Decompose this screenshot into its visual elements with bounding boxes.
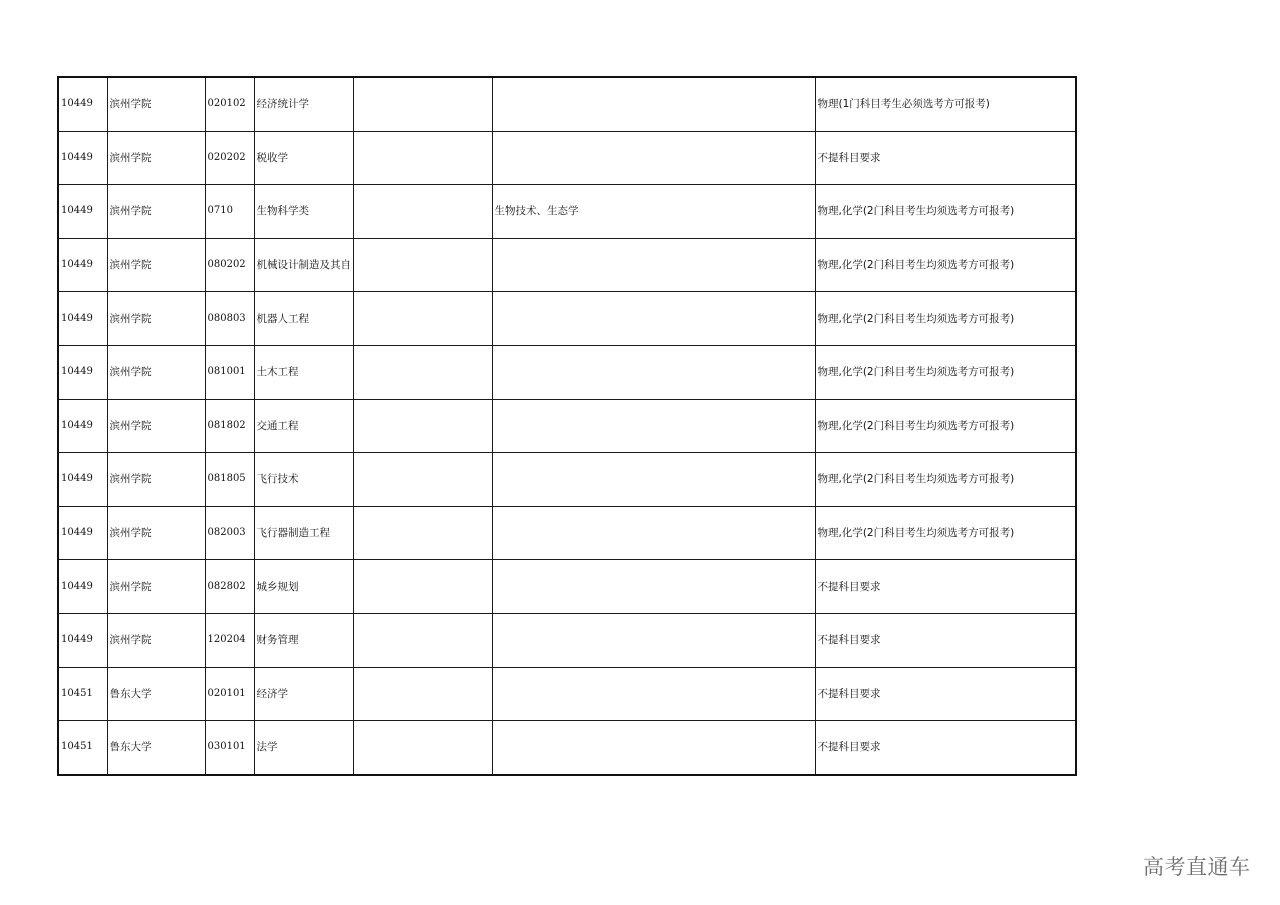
major-name-cell: 飞行技术 (254, 453, 353, 507)
school-name-cell: 滨州学院 (107, 131, 205, 185)
major-code-cell: 081805 (205, 453, 254, 507)
major-code-cell: 081001 (205, 345, 254, 399)
included-majors-cell (492, 292, 815, 346)
included-majors-cell (492, 399, 815, 453)
subject-requirement-cell: 物理,化学(2门科目考生均须选考方可报考) (815, 453, 1076, 507)
school-name-cell: 滨州学院 (107, 185, 205, 239)
major-code-cell: 080202 (205, 238, 254, 292)
blank-cell (353, 131, 492, 185)
subject-requirement-cell: 不提科目要求 (815, 613, 1076, 667)
table-body (58, 77, 1076, 775)
blank-cell (353, 560, 492, 614)
table-row (58, 453, 1076, 507)
school-name-cell: 滨州学院 (107, 345, 205, 399)
school-code-cell: 10449 (58, 131, 107, 185)
major-code-cell: 082802 (205, 560, 254, 614)
included-majors-cell (492, 613, 815, 667)
subject-requirement-cell: 物理,化学(2门科目考生均须选考方可报考) (815, 185, 1076, 239)
school-code-cell: 10449 (58, 560, 107, 614)
included-majors-cell (492, 721, 815, 775)
school-name-cell: 滨州学院 (107, 77, 205, 131)
major-name-cell: 机械设计制造及其自 (254, 238, 353, 292)
blank-cell (353, 238, 492, 292)
major-code-cell: 082003 (205, 506, 254, 560)
blank-cell (353, 506, 492, 560)
major-code-cell: 020101 (205, 667, 254, 721)
subject-requirements-table (57, 76, 1077, 776)
major-name-cell: 飞行器制造工程 (254, 506, 353, 560)
major-code-cell: 081802 (205, 399, 254, 453)
major-code-cell: 120204 (205, 613, 254, 667)
blank-cell (353, 613, 492, 667)
table-row (58, 399, 1076, 453)
table-row (58, 292, 1076, 346)
blank-cell (353, 292, 492, 346)
blank-cell (353, 721, 492, 775)
school-name-cell: 鲁东大学 (107, 721, 205, 775)
table-row (58, 77, 1076, 131)
table-row (58, 131, 1076, 185)
subject-requirement-cell: 不提科目要求 (815, 721, 1076, 775)
major-code-cell: 020102 (205, 77, 254, 131)
subject-requirement-cell: 物理,化学(2门科目考生均须选考方可报考) (815, 345, 1076, 399)
school-name-cell: 滨州学院 (107, 238, 205, 292)
major-name-cell: 城乡规划 (254, 560, 353, 614)
school-code-cell: 10449 (58, 399, 107, 453)
major-name-cell: 交通工程 (254, 399, 353, 453)
school-code-cell: 10449 (58, 185, 107, 239)
table-row (58, 345, 1076, 399)
subject-requirement-cell: 物理,化学(2门科目考生均须选考方可报考) (815, 506, 1076, 560)
table-row (58, 238, 1076, 292)
blank-cell (353, 667, 492, 721)
included-majors-cell (492, 131, 815, 185)
table-row (58, 721, 1076, 775)
included-majors-cell (492, 345, 815, 399)
school-name-cell: 滨州学院 (107, 560, 205, 614)
included-majors-cell (492, 667, 815, 721)
major-name-cell: 财务管理 (254, 613, 353, 667)
table-row (58, 560, 1076, 614)
blank-cell (353, 399, 492, 453)
blank-cell (353, 185, 492, 239)
subject-requirement-cell: 物理(1门科目考生必须选考方可报考) (815, 77, 1076, 131)
included-majors-cell: 生物技术、生态学 (492, 185, 815, 239)
included-majors-cell (492, 453, 815, 507)
major-code-cell: 030101 (205, 721, 254, 775)
major-code-cell: 020202 (205, 131, 254, 185)
school-name-cell: 滨州学院 (107, 292, 205, 346)
subject-requirement-cell: 不提科目要求 (815, 667, 1076, 721)
subject-requirement-cell: 物理,化学(2门科目考生均须选考方可报考) (815, 292, 1076, 346)
school-name-cell: 鲁东大学 (107, 667, 205, 721)
included-majors-cell (492, 506, 815, 560)
blank-cell (353, 77, 492, 131)
included-majors-cell (492, 77, 815, 131)
major-name-cell: 经济学 (254, 667, 353, 721)
school-name-cell: 滨州学院 (107, 506, 205, 560)
major-name-cell: 生物科学类 (254, 185, 353, 239)
school-code-cell: 10449 (58, 613, 107, 667)
blank-cell (353, 453, 492, 507)
subject-requirement-cell: 物理,化学(2门科目考生均须选考方可报考) (815, 399, 1076, 453)
table-row (58, 667, 1076, 721)
subject-requirement-cell: 不提科目要求 (815, 131, 1076, 185)
table-row (58, 613, 1076, 667)
major-name-cell: 法学 (254, 721, 353, 775)
school-code-cell: 10449 (58, 77, 107, 131)
major-name-cell: 税收学 (254, 131, 353, 185)
school-code-cell: 10451 (58, 721, 107, 775)
subject-requirement-cell: 物理,化学(2门科目考生均须选考方可报考) (815, 238, 1076, 292)
school-name-cell: 滨州学院 (107, 453, 205, 507)
school-name-cell: 滨州学院 (107, 399, 205, 453)
included-majors-cell (492, 238, 815, 292)
school-name-cell: 滨州学院 (107, 613, 205, 667)
school-code-cell: 10449 (58, 345, 107, 399)
major-name-cell: 土木工程 (254, 345, 353, 399)
school-code-cell: 10449 (58, 453, 107, 507)
table-row (58, 185, 1076, 239)
blank-cell (353, 345, 492, 399)
included-majors-cell (492, 560, 815, 614)
table-row (58, 506, 1076, 560)
major-name-cell: 机器人工程 (254, 292, 353, 346)
school-code-cell: 10451 (58, 667, 107, 721)
major-code-cell: 0710 (205, 185, 254, 239)
major-name-cell: 经济统计学 (254, 77, 353, 131)
subject-requirement-cell: 不提科目要求 (815, 560, 1076, 614)
school-code-cell: 10449 (58, 292, 107, 346)
watermark-text: 高考直通车 (1143, 855, 1251, 879)
major-code-cell: 080803 (205, 292, 254, 346)
school-code-cell: 10449 (58, 506, 107, 560)
school-code-cell: 10449 (58, 238, 107, 292)
